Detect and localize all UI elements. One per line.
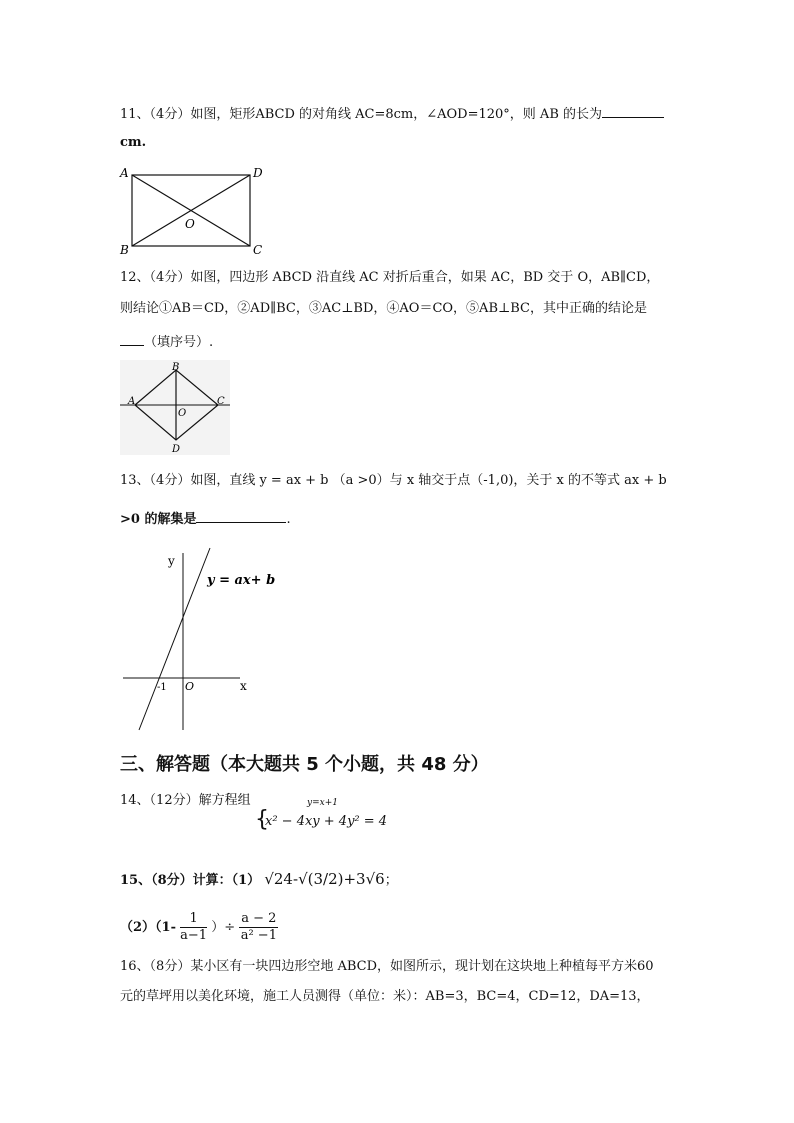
part2-divide: ）÷	[211, 920, 236, 935]
question-15-text: 15、（8分）计算：（1）	[120, 873, 261, 888]
math-minus: -	[292, 870, 299, 888]
answer-blank-13[interactable]	[196, 508, 286, 523]
vertex-label-b: B	[120, 243, 129, 257]
brace-icon: {	[255, 807, 269, 832]
question-15-part2	[120, 910, 278, 946]
math-sqrt-fraction: √(3/2)	[298, 870, 344, 888]
axis-label-y: y	[168, 554, 175, 568]
question-13-end: .	[286, 512, 291, 527]
center-label-o: O	[178, 408, 187, 419]
question-12-line3	[120, 331, 213, 353]
figure-rectangle	[115, 163, 275, 258]
math-sqrt-24: √24	[264, 870, 293, 888]
question-12-line1: 12、（4分）如图，四边形 ABCD 沿直线 AC 对折后重合，如果 AC，BD 交于 O，AB∥CD，	[120, 270, 660, 285]
vertex-label-d: D	[253, 166, 263, 180]
figure-linear-graph	[115, 545, 275, 735]
fraction-2	[239, 911, 278, 944]
question-15-part1	[120, 866, 398, 894]
question-11-text: 11、（4分）如图，矩形ABCD 的对角线 AC=8cm，∠AOD=120°，则 AB 的长为	[120, 107, 603, 122]
answer-blank-12[interactable]	[120, 331, 144, 346]
question-12-line2: 则结论①AB＝CD，②AD∥BC，③AC⊥BD，④AO＝CO，⑤AB⊥BC，其中正确的结论是	[120, 301, 647, 316]
fraction-1-denominator: a−1	[180, 928, 208, 943]
vertex-label-d: D	[172, 444, 181, 455]
equation-system	[255, 800, 395, 832]
answer-blank-11[interactable]	[602, 103, 664, 118]
origin-label: O	[185, 680, 195, 693]
question-12-hint: （填序号）.	[144, 335, 214, 350]
line-label: y = ax+ b	[207, 573, 275, 588]
axis-label-x: x	[240, 679, 247, 693]
vertex-label-a: A	[128, 396, 136, 407]
question-13-line2	[120, 508, 291, 530]
vertex-label-b: B	[172, 362, 180, 373]
vertex-label-a: A	[120, 166, 129, 180]
figure-rhombus	[120, 360, 230, 455]
equation-1: y=x+1	[307, 798, 338, 808]
question-13-prompt: >0 的解集是	[120, 512, 197, 527]
punct: ；	[384, 873, 398, 888]
question-16-line1: 16、（8分）某小区有一块四边形空地 ABCD，如图所示，现计划在这块地上种植每平方米60	[120, 959, 654, 974]
question-16-line2: 元的草坪用以美化环境，施工人员测得（单位：米）：AB=3，BC=4，CD=12，DA=13，	[120, 989, 650, 1004]
question-11-unit: cm.	[120, 135, 147, 150]
equation-2: x² − 4xy + 4y² = 4	[265, 814, 388, 829]
fraction-1-numerator: 1	[180, 911, 207, 928]
tick-label-minus-one: -1	[157, 682, 167, 693]
vertex-label-c: C	[253, 243, 263, 257]
fraction-1	[180, 911, 207, 944]
question-14: 14、（12分）解方程组	[120, 793, 251, 808]
center-label-o: O	[185, 217, 195, 231]
section-heading: 三、解答题（本大题共 5 个小题，共 48 分）	[120, 754, 489, 775]
fraction-2-numerator: a − 2	[241, 911, 277, 926]
part2-label: （2）（1-	[120, 920, 176, 935]
question-13-line1: 13、（4分）如图，直线 y = ax + b （a >0）与 x 轴交于点（-1,0)，关于 x 的不等式 ax + b	[120, 473, 667, 488]
math-plus-3sqrt6: +3√6	[343, 870, 385, 888]
fraction-2-denominator: a² −1	[240, 928, 277, 943]
vertex-label-c: C	[217, 396, 225, 407]
question-11	[120, 103, 664, 125]
